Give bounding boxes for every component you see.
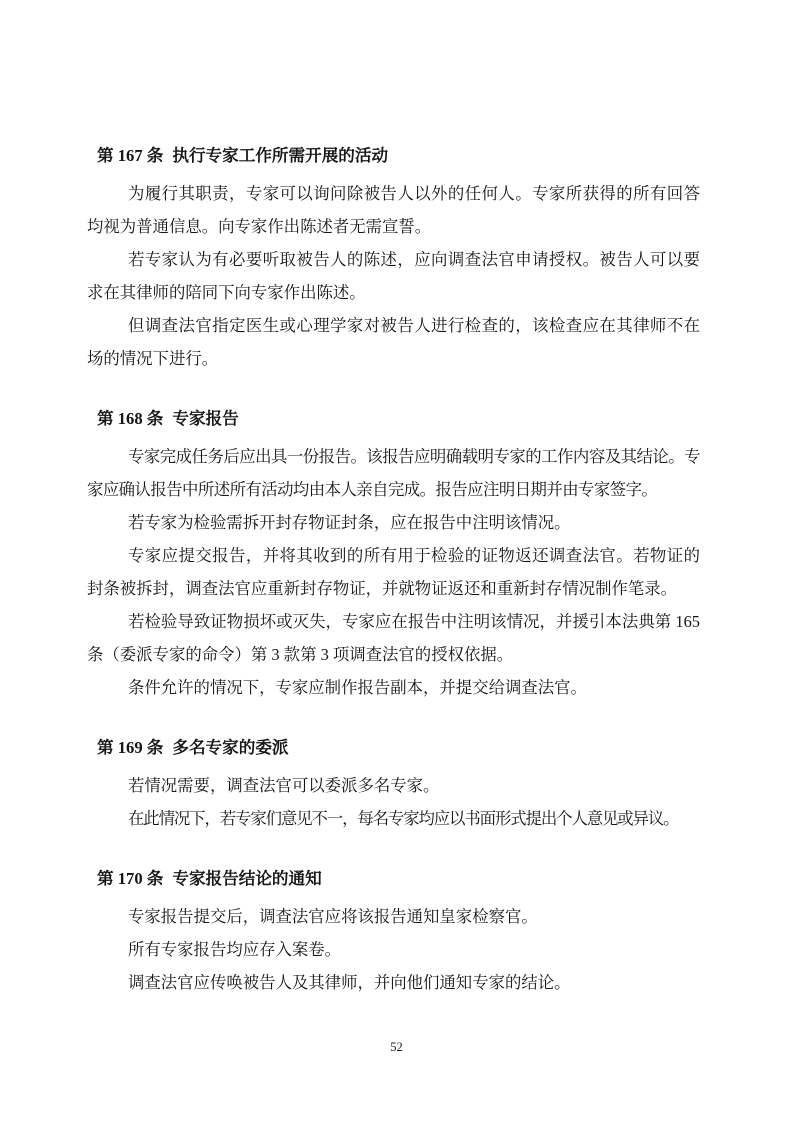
- paragraph: 若情况需要，调查法官可以委派多名专家。: [128, 776, 440, 795]
- article-heading: [87, 862, 700, 895]
- section-article-170: [87, 862, 700, 999]
- paragraph: 专家报告提交后，调查法官应将该报告通知皇家检察官。: [128, 907, 538, 926]
- paragraph: 若专家为检验需拆开封存物证封条，应在报告中注明该情况。: [128, 513, 571, 532]
- section-article-169: [87, 731, 700, 835]
- section-article-167: [87, 139, 700, 375]
- paragraph: 若专家认为有必要听取被告人的陈述，应向调查法官申请授权。被告人可以要求在其律师的陪同下向专家作出陈述。: [87, 250, 700, 302]
- article-title: 多名专家的委派: [172, 738, 289, 757]
- paragraph: 在此情况下，若专家们意见不一，每名专家均应以书面形式提出个人意见或异议。: [128, 809, 679, 828]
- article-heading: [87, 402, 700, 435]
- paragraph: 条件允许的情况下，专家应制作报告副本，并提交给调查法官。: [128, 678, 587, 697]
- article-heading: [87, 139, 700, 172]
- article-title: 专家报告结论的通知: [172, 869, 322, 888]
- paragraph: 调查法官应传唤被告人及其律师，并向他们通知专家的结论。: [128, 973, 571, 992]
- article-title: 专家报告: [172, 409, 239, 428]
- article-number: 第 170 条: [97, 869, 164, 888]
- paragraph: 专家应提交报告，并将其收到的所有用于检验的证物返还调查法官。若物证的封条被拆封，调查法官应重新封存物证，并就物证返还和重新封存情况制作笔录。: [87, 546, 700, 598]
- paragraph: 但调查法官指定医生或心理学家对被告人进行检查的，该检查应在其律师不在场的情况下进行。: [87, 316, 700, 368]
- article-number: 第 167 条: [97, 146, 164, 165]
- paragraph: 专家完成任务后应出具一份报告。该报告应明确载明专家的工作内容及其结论。专家应确认报告中所述所有活动均由本人亲自完成。报告应注明日期并由专家签字。: [87, 447, 700, 499]
- section-article-168: [87, 402, 700, 704]
- article-number: 第 168 条: [97, 409, 164, 428]
- paragraph: 所有专家报告均应存入案卷。: [128, 940, 342, 959]
- article-heading: [87, 731, 700, 764]
- paragraph: 为履行其职责，专家可以询问除被告人以外的任何人。专家所获得的所有回答均视为普通信息。向专家作出陈述者无需宣誓。: [87, 184, 700, 236]
- page-number: 52: [390, 1040, 403, 1054]
- document-content: [87, 0, 700, 999]
- paragraph: 若检验导致证物损坏或灭失，专家应在报告中注明该情况，并援引本法典第 165 条（委派专家的命令）第 3 款第 3 项调查法官的授权依据。: [87, 612, 700, 664]
- article-title: 执行专家工作所需开展的活动: [172, 146, 389, 165]
- article-number: 第 169 条: [97, 738, 164, 757]
